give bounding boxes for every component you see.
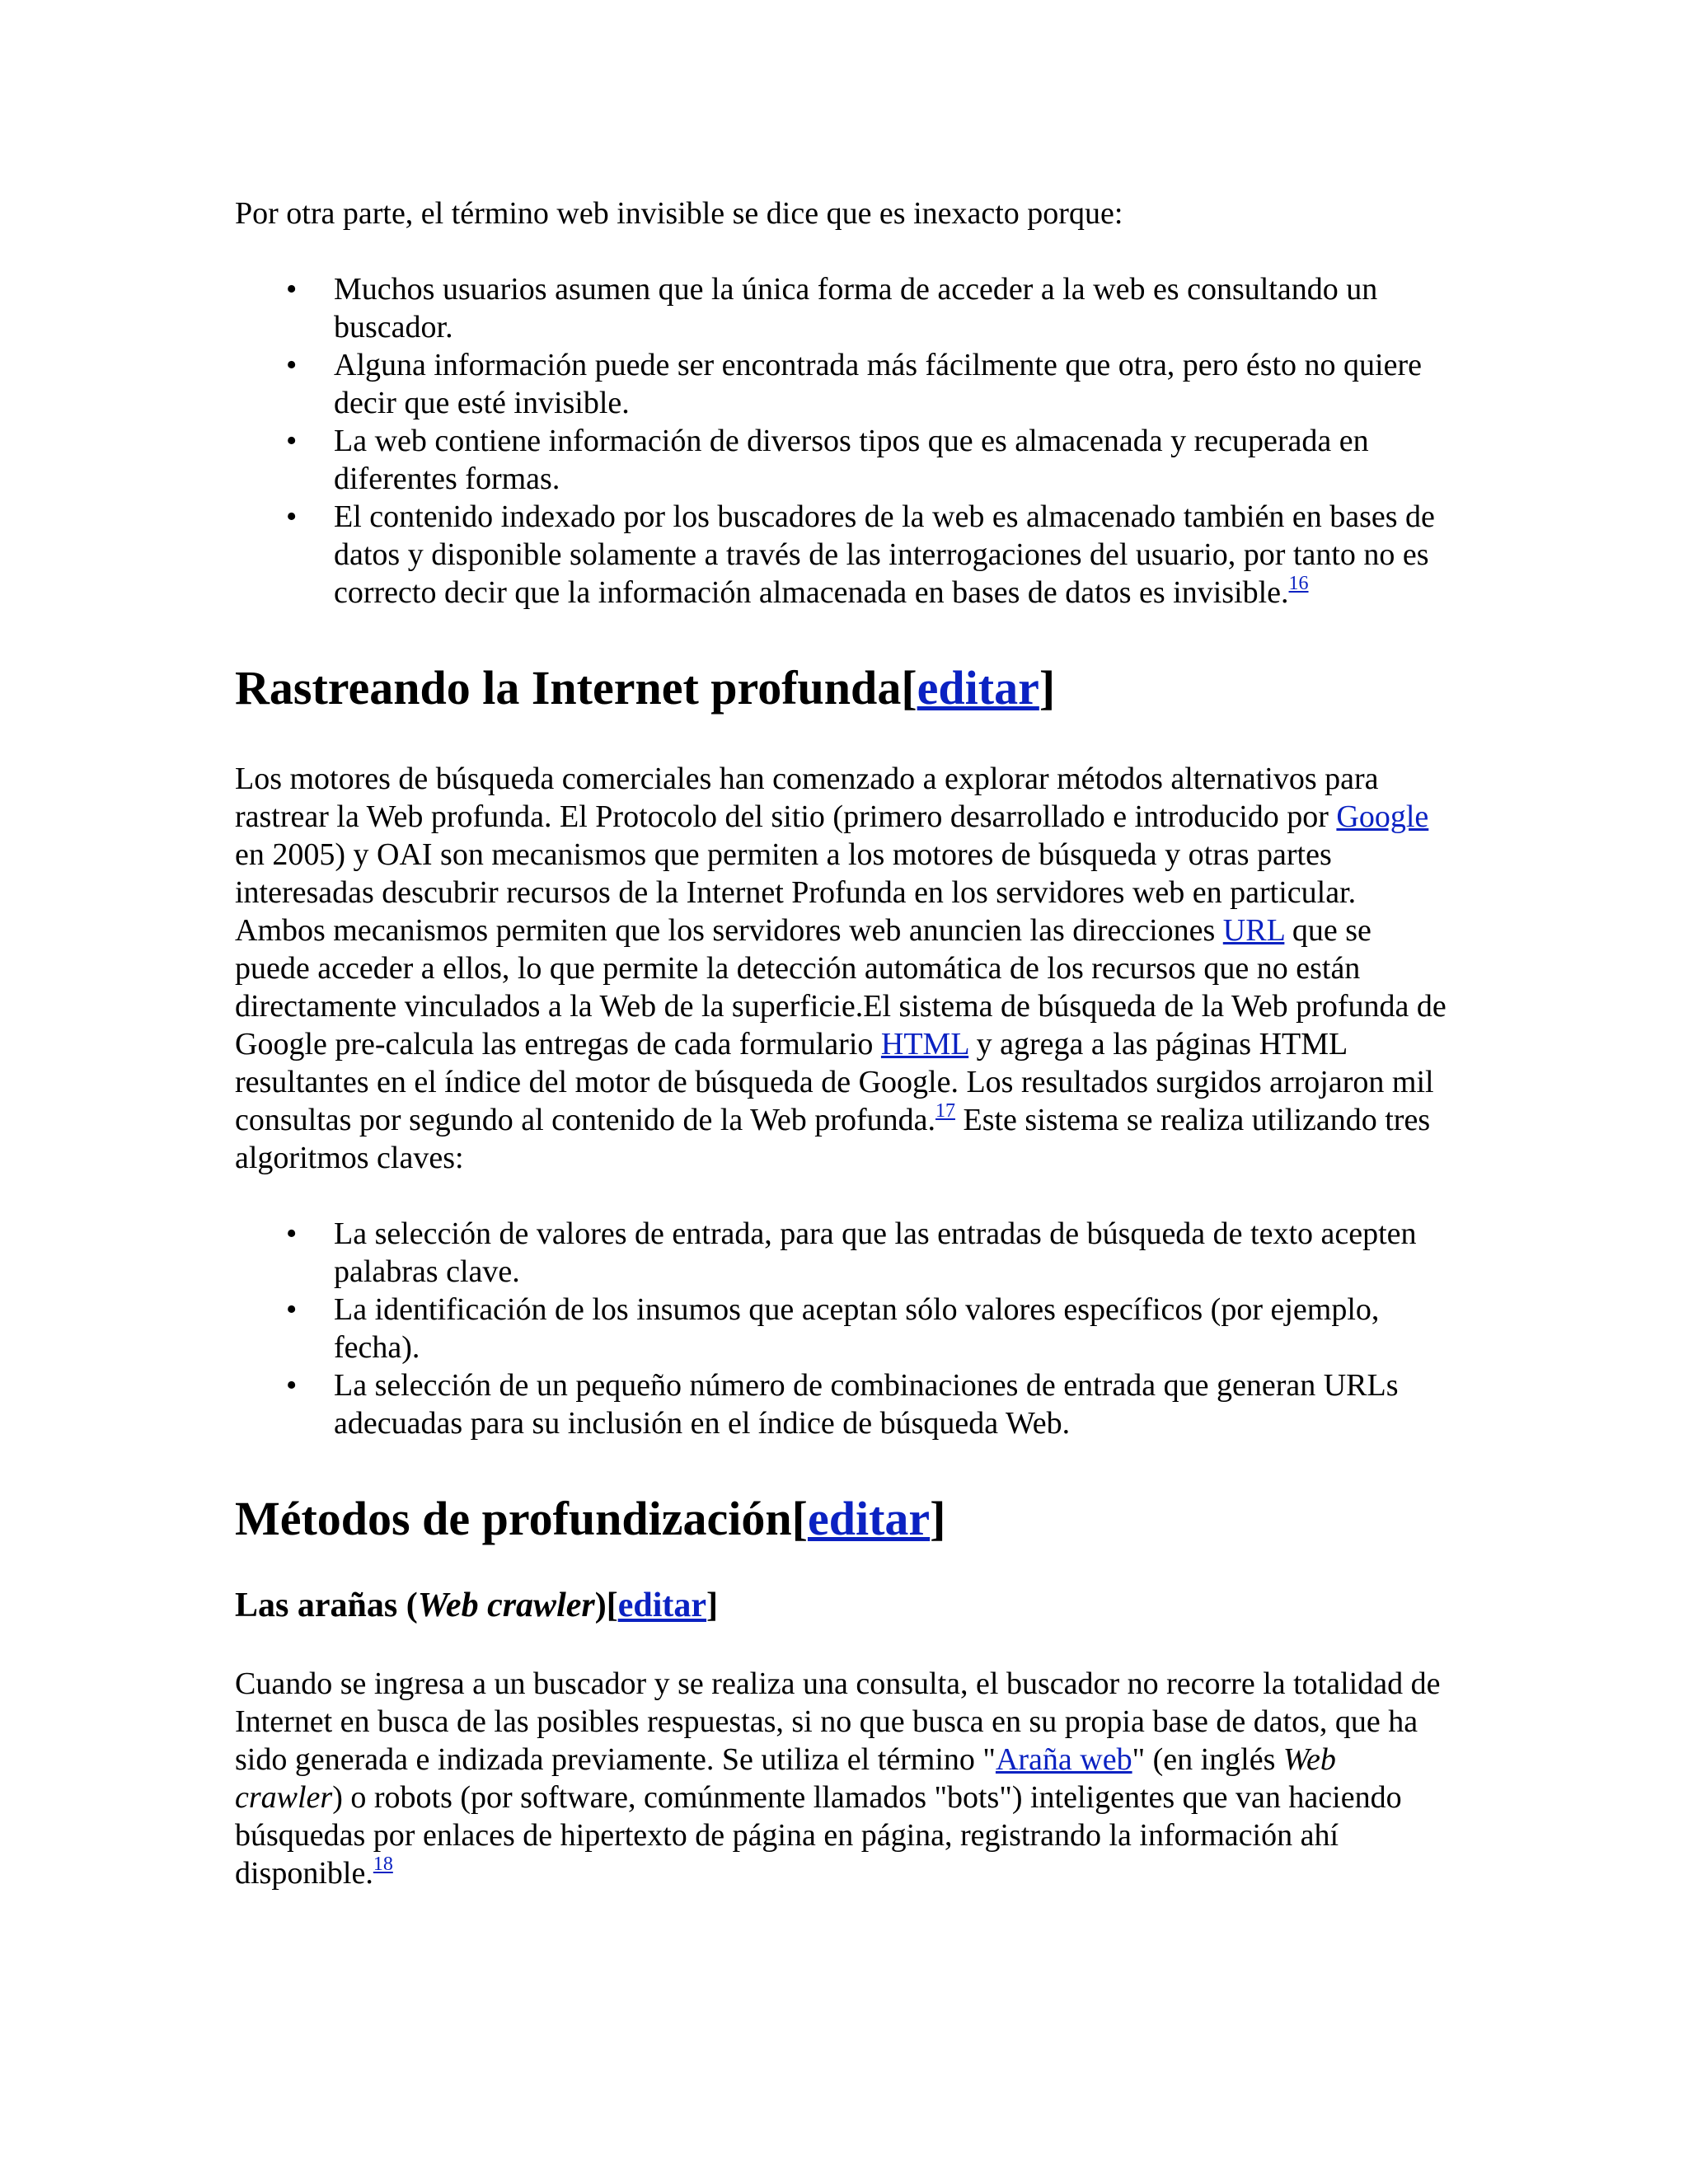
list-item-text: Muchos usuarios asumen que la única forma de acceder a la web es consultando un buscador.: [334, 272, 1378, 344]
reference-link-16[interactable]: 16: [1288, 573, 1309, 594]
bullet-icon: •: [286, 499, 298, 534]
paragraph-text: " (en inglés: [1132, 1742, 1283, 1777]
paragraph-text: Los motores de búsqueda comerciales han comenzado a explorar métodos alternativos para rastrear la Web profunda. El Protocolo del sitio (primero desarrollado e introducido por: [235, 762, 1379, 834]
subsection-title: Las arañas (: [235, 1586, 418, 1624]
google-link[interactable]: Google: [1336, 799, 1429, 834]
bracket-open: [: [791, 1492, 808, 1545]
bullet-icon: •: [286, 1292, 298, 1327]
reference-link-18[interactable]: 18: [373, 1854, 393, 1875]
bullet-icon: •: [286, 1368, 298, 1403]
subsection-title-italic: Web crawler: [417, 1586, 595, 1624]
subsection-title: ): [594, 1586, 607, 1624]
paragraph-italic: Web crawler: [235, 1742, 1336, 1815]
algorithms-list: [235, 1215, 1449, 1442]
html-link[interactable]: HTML: [880, 1027, 969, 1062]
reference-link-17[interactable]: 17: [935, 1100, 955, 1122]
edit-link[interactable]: editar: [917, 661, 1039, 715]
list-item-text: La web contiene información de diversos tipos que es almacenada y recuperada en diferentes formas.: [334, 424, 1369, 496]
list-item: [286, 498, 1449, 612]
bracket-open: [: [901, 661, 917, 715]
invisible-web-list: [235, 270, 1449, 612]
deep-web-crawling-paragraph: [235, 760, 1449, 1177]
bracket-close: ]: [706, 1586, 719, 1624]
section-heading-metodos: [235, 1490, 1449, 1548]
list-item: [286, 346, 1449, 422]
list-item-text: La identificación de los insumos que aceptan sólo valores específicos (por ejemplo, fecha).: [334, 1292, 1380, 1365]
bracket-close: ]: [930, 1492, 946, 1545]
list-item: [286, 1215, 1449, 1291]
subsection-heading-aranas: [235, 1584, 1449, 1627]
paragraph-text: ) o robots (por software, comúnmente llamados "bots") inteligentes que van haciendo búsquedas por enlaces de hipertexto de página en página, registrando la información ahí disponible.: [235, 1780, 1402, 1891]
paragraph-text: Este sistema se realiza utilizando tres algoritmos claves:: [235, 1103, 1431, 1175]
list-item: [286, 422, 1449, 498]
bracket-open: [: [606, 1586, 618, 1624]
bullet-icon: •: [286, 424, 298, 458]
url-link[interactable]: URL: [1222, 913, 1285, 948]
bracket-close: ]: [1039, 661, 1056, 715]
edit-link[interactable]: editar: [617, 1586, 707, 1624]
crawler-paragraph: [235, 1665, 1449, 1892]
edit-link[interactable]: editar: [807, 1492, 931, 1545]
list-item-text: Alguna información puede ser encontrada más fácilmente que otra, pero ésto no quiere decir que esté invisible.: [334, 348, 1422, 420]
section-title: Métodos de profundización: [235, 1492, 792, 1545]
list-item-text: El contenido indexado por los buscadores de la web es almacenado también en bases de datos y disponible solamente a través de las interrogaciones del usuario, por tanto no es correcto decir que la información almacenada en bases de datos es invisible.: [334, 499, 1435, 610]
list-item-text: La selección de un pequeño número de combinaciones de entrada que generan URLs adecuadas para su inclusión en el índice de búsqueda Web.: [334, 1368, 1399, 1441]
paragraph-text: y agrega a las páginas HTML resultantes en el índice del motor de búsqueda de Google. Los resultados surgidos arrojaron mil consultas por segundo al contenido de la Web profunda.: [235, 1027, 1434, 1137]
section-heading-rastreando: [235, 659, 1449, 717]
bullet-icon: •: [286, 1216, 298, 1251]
paragraph-text: que se puede acceder a ellos, lo que permite la detección automática de los recursos que no están directamente vinculados a la Web de la superficie.El sistema de búsqueda de la Web profunda de Google pre-calcula las entregas de cada formulario: [235, 913, 1447, 1062]
bullet-icon: •: [286, 348, 298, 382]
arana-web-link[interactable]: Araña web: [995, 1742, 1132, 1777]
intro-paragraph: Por otra parte, el término web invisible se dice que es inexacto porque:: [235, 196, 1123, 231]
list-item: [286, 270, 1449, 346]
list-item: [286, 1366, 1449, 1442]
paragraph-text: Cuando se ingresa a un buscador y se realiza una consulta, el buscador no recorre la totalidad de Internet en busca de las posibles respuestas, si no que busca en su propia base de datos, que ha sido generada e indizada previamente. Se utiliza el término ": [235, 1666, 1441, 1777]
list-item: [286, 1291, 1449, 1366]
paragraph-text: en 2005) y OAI son mecanismos que permiten a los motores de búsqueda y otras partes interesadas descubrir recursos de la Internet Profunda en los servidores web en particular. Ambos mecanismos permiten que los servidores web anuncien las direcciones: [235, 837, 1357, 948]
list-item-text: La selección de valores de entrada, para que las entradas de búsqueda de texto acepten palabras clave.: [334, 1216, 1417, 1289]
bullet-icon: •: [286, 272, 298, 307]
section-title: Rastreando la Internet profunda: [235, 661, 902, 715]
